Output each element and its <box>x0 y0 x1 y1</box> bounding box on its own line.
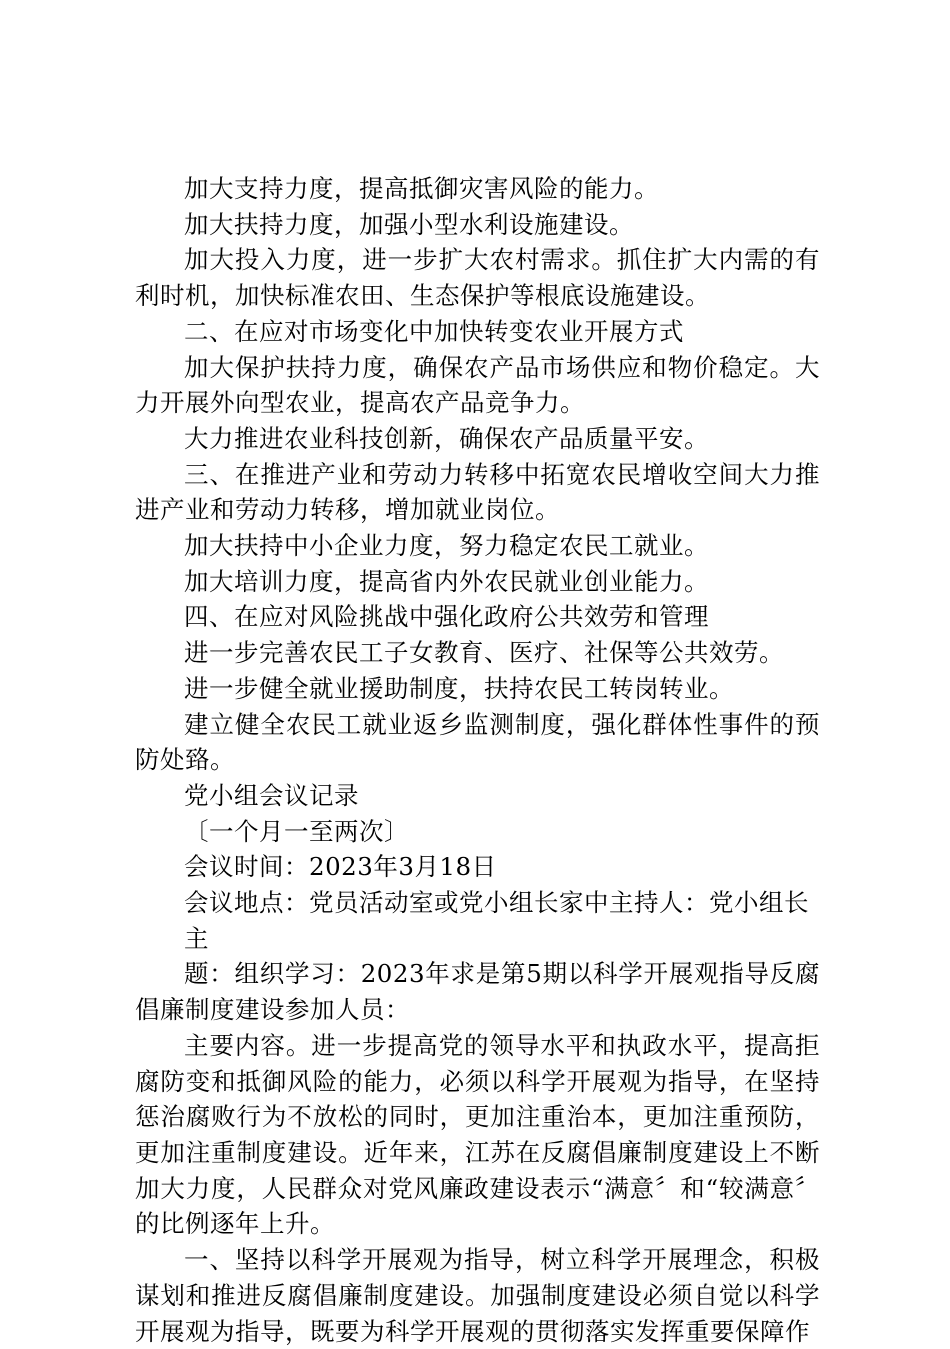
paragraph: 加大投入力度，进一步扩大农村需求。抓住扩大内需的有利时机，加快标准农田、生态保护等根底设施建设。 <box>135 245 820 311</box>
paragraph: 加大培训力度，提高省内外农民就业创业能力。 <box>184 566 709 596</box>
paragraph: 加大扶持中小企业力度，努力稳定农民工就业。 <box>184 531 709 561</box>
paragraph: 加大保护扶持力度，确保农产品市场供应和物价稳定。大力开展外向型农业，提高农产品竞争力。 <box>135 352 820 418</box>
paragraph: 大力推进农业科技创新，确保农产品质量平安。 <box>184 423 709 453</box>
section-heading: 三、在推进产业和劳动力转移中拓宽农民增收空间大力推进产业和劳动力转移，增加就业岗位。 <box>135 459 820 525</box>
main-content: 主要内容。进一步提高党的领导水平和执政水平，提高拒腐防变和抵御风险的能力，必须以科学开展观为指导，在坚持惩治腐败行为不放松的同时，更加注重治本，更加注重预防，更加注重制度建设。近年来，江苏在反腐倡廉制度建设上不断加大力度，人民群众对党风廉政建设表示“满意〞和“较满意〞的比例逐年上升。 <box>135 1030 820 1239</box>
section-heading: 二、在应对市场变化中加快转变农业开展方式 <box>184 316 684 346</box>
paragraph: 建立健全农民工就业返乡监测制度，强化群体性事件的预防处臵。 <box>135 709 820 775</box>
meeting-location: 会议地点：党员活动室或党小组长家中主持人：党小组长 <box>184 888 809 918</box>
paragraph: 进一步完善农民工子女教育、医疗、社保等公共效劳。 <box>184 638 784 668</box>
meeting-time: 会议时间：2023年3月18日 <box>184 852 497 882</box>
paragraph: 加大扶持力度，加强小型水利设施建设。 <box>184 209 634 239</box>
paragraph: 进一步健全就业援助制度，扶持农民工转岗转业。 <box>184 673 734 703</box>
document-body <box>135 171 820 1349</box>
paragraph: 加大支持力度，提高抵御灾害风险的能力。 <box>184 174 659 203</box>
meeting-topic: 题：组织学习：2023年求是第5期以科学开展观指导反腐倡廉制度建设参加人员： <box>135 959 820 1025</box>
meeting-topic-label: 主 <box>184 923 209 953</box>
paragraph: 一、坚持以科学开展观为指导，树立科学开展理念，积极谋划和推进反腐倡廉制度建设。加强制度建设必须自觉以科学开展观为指导，既要为科学开展观的贯彻落实发挥重要保障作 <box>135 1245 820 1346</box>
record-title: 党小组会议记录 <box>184 780 359 810</box>
section-heading: 四、在应对风险挑战中强化政府公共效劳和管理 <box>184 602 709 632</box>
record-frequency: 〔一个月一至两次〕 <box>184 816 409 846</box>
